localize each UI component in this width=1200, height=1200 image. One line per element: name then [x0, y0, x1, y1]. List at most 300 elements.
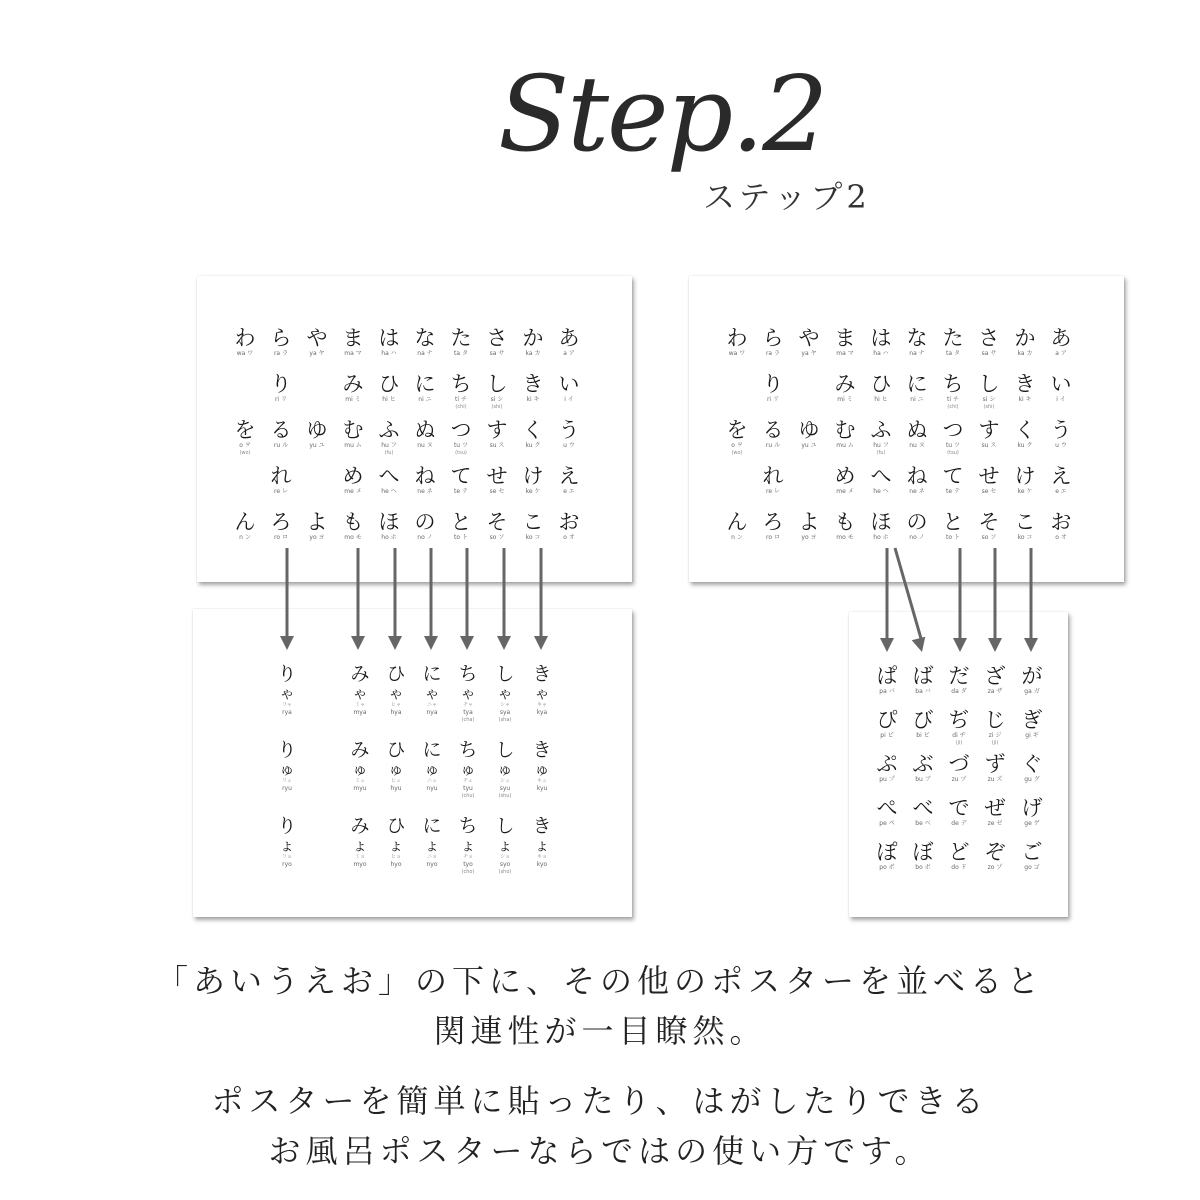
kana-cell: [441, 418, 481, 457]
kana-character: ち: [942, 372, 964, 396]
kana-character: げ: [1021, 796, 1043, 820]
kana-cell: [549, 326, 589, 358]
kana-character: ほ: [870, 510, 892, 534]
kana-cell: [369, 418, 409, 457]
kana-cell: [753, 372, 793, 404]
kana-romaji: be ベ: [915, 820, 931, 827]
kana-romaji: gu グ: [1024, 776, 1040, 783]
kana-character: ざ: [984, 664, 1006, 688]
kana-romaji: zu ズ: [987, 776, 1003, 783]
katakana-label: シャ: [500, 702, 510, 708]
kana-romaji: pe ペ: [879, 820, 895, 827]
kana-romaji: gi ギ: [1025, 732, 1039, 739]
kana-romaji: de デ: [951, 820, 967, 827]
kana-romaji: wa ワ: [236, 350, 254, 357]
kana-cell: [903, 752, 943, 784]
kana-character: ぽ: [876, 840, 898, 864]
kana-character: み: [834, 372, 856, 396]
kana-character: に: [906, 372, 928, 396]
kana-cell: [939, 664, 979, 696]
small-kana: ゅ: [534, 760, 550, 778]
kana-character: ぶ: [912, 752, 934, 776]
kana-cell: [1005, 372, 1045, 404]
kana-note: (chi): [947, 404, 959, 410]
kana-character: ぷ: [876, 752, 898, 776]
kana-character: え: [558, 464, 580, 488]
kana-cell: [933, 372, 973, 411]
kana-romaji: ri リ: [766, 396, 780, 403]
kana-romaji: myo: [353, 861, 367, 868]
kana-cell: [1005, 510, 1045, 542]
kana-character: し: [978, 372, 1000, 396]
kana-cell: [753, 418, 793, 450]
kana-cell: [789, 326, 829, 358]
kana-cell: [825, 372, 865, 404]
small-kana: ゃ: [460, 684, 476, 702]
kana-romaji: ru ル: [765, 442, 781, 449]
kana-cell: [405, 464, 445, 496]
kana-romaji: to ト: [454, 534, 468, 541]
kana-romaji: ko コ: [1017, 534, 1033, 541]
katakana-label: ニャ: [426, 702, 437, 708]
kana-cell: [897, 418, 937, 450]
yoon-cell: [340, 815, 380, 869]
kana-character: り: [762, 372, 784, 396]
kana-character: こ: [1014, 510, 1036, 534]
kana-note: (sho): [498, 869, 512, 875]
caption-line-1: 「あいうえお」の下に、その他のポスターを並べると: [155, 962, 1044, 1000]
kana-romaji: he ヘ: [381, 488, 397, 495]
kana-cell: [753, 510, 793, 542]
kana-romaji: zi ジ: [988, 732, 1002, 739]
kana-cell: [1005, 326, 1045, 358]
kana-romaji: ra ラ: [273, 350, 289, 357]
katakana-label: シュ: [500, 778, 510, 784]
kana-cell: [969, 510, 1009, 542]
kana-character: へ: [870, 464, 892, 488]
kana-character: わ: [234, 326, 256, 350]
kana-character: み: [350, 815, 370, 837]
kana-romaji: tyo: [463, 861, 473, 868]
kana-cell: [405, 418, 445, 450]
kana-romaji: ga ガ: [1024, 688, 1040, 695]
kana-character: む: [834, 418, 856, 442]
kana-character: お: [1050, 510, 1072, 534]
kana-cell: [549, 372, 589, 404]
kana-romaji: kya: [536, 709, 548, 716]
kana-romaji: pi ピ: [880, 732, 894, 739]
small-kana: ゅ: [460, 760, 476, 778]
kana-romaji: do ド: [951, 864, 967, 871]
kana-character: ち: [458, 815, 478, 837]
kana-romaji: bo ボ: [915, 864, 931, 871]
kana-romaji: re レ: [766, 488, 780, 495]
kana-note: (ji): [955, 740, 963, 746]
kana-character: ふ: [378, 418, 400, 442]
kana-cell: [1012, 796, 1052, 828]
kana-character: し: [495, 663, 515, 685]
kana-cell: [969, 464, 1009, 496]
small-kana: ゃ: [388, 684, 404, 702]
kana-note: (chu): [461, 793, 475, 799]
kana-romaji: o オ: [563, 534, 575, 541]
kana-cell: [261, 510, 301, 542]
kana-cell: [867, 840, 907, 872]
kana-character: い: [1050, 372, 1072, 396]
kana-character: て: [450, 464, 472, 488]
kana-romaji: hyu: [390, 785, 402, 792]
small-kana: ょ: [460, 836, 476, 854]
step-subtitle: ステップ2: [703, 178, 871, 216]
kana-romaji: mu ム: [344, 442, 362, 449]
kana-romaji: ku ク: [525, 442, 541, 449]
kana-character: と: [450, 510, 472, 534]
kana-romaji: a ア: [563, 350, 575, 357]
kana-romaji: ti チ: [455, 396, 467, 403]
kana-romaji: zo ゾ: [987, 864, 1003, 871]
kana-character: ご: [1021, 840, 1043, 864]
kana-character: や: [306, 326, 328, 350]
kana-cell: [825, 510, 865, 542]
gojuon-poster-right: [689, 276, 1124, 582]
kana-romaji: ma マ: [836, 350, 854, 357]
kana-cell: [1041, 510, 1081, 542]
kana-cell: [867, 752, 907, 784]
kana-cell: [969, 372, 1009, 411]
kana-romaji: ke ケ: [525, 488, 541, 495]
kana-cell: [789, 418, 829, 450]
kana-cell: [753, 326, 793, 358]
kana-cell: [975, 664, 1015, 696]
kana-note: (tsu): [455, 450, 467, 456]
kana-cell: [405, 326, 445, 358]
caption-line-4: お風呂ポスターならではの使い方です。: [268, 1132, 932, 1170]
dakuon-poster: [849, 612, 1068, 917]
kana-romaji: ryu: [282, 785, 292, 792]
kana-character: ろ: [762, 510, 784, 534]
kana-character: じ: [984, 708, 1006, 732]
kana-cell: [441, 510, 481, 542]
kana-cell: [225, 418, 265, 457]
kana-character: こ: [522, 510, 544, 534]
kana-cell: [867, 796, 907, 828]
kana-cell: [1041, 372, 1081, 404]
kana-character: せ: [978, 464, 1000, 488]
kana-romaji: e エ: [563, 488, 575, 495]
small-kana: ゅ: [424, 760, 440, 778]
kana-romaji: ta タ: [454, 350, 468, 357]
kana-character: の: [414, 510, 436, 534]
kana-character: お: [558, 510, 580, 534]
kana-cell: [261, 464, 301, 496]
yoon-cell: [448, 739, 488, 800]
kana-character: に: [414, 372, 436, 396]
kana-character: ぺ: [876, 796, 898, 820]
kana-character: う: [558, 418, 580, 442]
kana-character: は: [378, 326, 400, 350]
kana-note: (wo): [239, 450, 251, 456]
kana-character: ぱ: [876, 664, 898, 688]
kana-cell: [441, 464, 481, 496]
kana-character: る: [762, 418, 784, 442]
kana-character: よ: [798, 510, 820, 534]
kana-romaji: wa ワ: [728, 350, 746, 357]
kana-romaji: ge ゲ: [1024, 820, 1040, 827]
kana-romaji: ni ニ: [418, 396, 432, 403]
kana-romaji: yo ヨ: [801, 534, 817, 541]
kana-character: め: [342, 464, 364, 488]
yoon-cell: [485, 739, 525, 800]
kana-character: よ: [306, 510, 328, 534]
kana-romaji: ka カ: [525, 350, 541, 357]
kana-character: な: [414, 326, 436, 350]
kana-romaji: si シ: [490, 396, 504, 403]
kana-romaji: mu ム: [836, 442, 854, 449]
kana-romaji: bu ブ: [915, 776, 931, 783]
kana-romaji: ku ク: [1017, 442, 1033, 449]
kana-cell: [1012, 840, 1052, 872]
kana-character: に: [422, 663, 442, 685]
kana-romaji: to ト: [946, 534, 960, 541]
kana-note: (shu): [498, 793, 512, 799]
kana-note: (tsu): [947, 450, 959, 456]
kana-romaji: na ナ: [417, 350, 433, 357]
kana-romaji: ko コ: [525, 534, 541, 541]
kana-cell: [225, 510, 265, 542]
kana-character: ば: [912, 664, 934, 688]
kana-character: す: [978, 418, 1000, 442]
kana-cell: [975, 708, 1015, 747]
kana-cell: [933, 326, 973, 358]
kana-romaji: i イ: [1056, 396, 1066, 403]
yoon-cell: [267, 663, 307, 717]
kana-cell: [867, 664, 907, 696]
katakana-label: ヒュ: [390, 778, 401, 784]
kana-character: の: [906, 510, 928, 534]
kana-character: て: [942, 464, 964, 488]
yoon-cell: [376, 739, 416, 793]
kana-cell: [333, 326, 373, 358]
kana-romaji: a ア: [1055, 350, 1067, 357]
kana-romaji: na ナ: [909, 350, 925, 357]
katakana-label: リャ: [282, 702, 292, 708]
kana-character: れ: [762, 464, 784, 488]
katakana-label: ニョ: [426, 854, 437, 860]
kana-character: ぴ: [876, 708, 898, 732]
kana-character: ろ: [270, 510, 292, 534]
kana-cell: [1041, 326, 1081, 358]
kana-cell: [441, 372, 481, 411]
kana-cell: [969, 326, 1009, 358]
kana-character: ど: [948, 840, 970, 864]
yoon-cell: [448, 663, 488, 724]
kana-note: (sha): [498, 717, 512, 723]
kana-cell: [861, 418, 901, 457]
kana-romaji: re レ: [274, 488, 288, 495]
kana-character: し: [486, 372, 508, 396]
kana-character: か: [522, 326, 544, 350]
kana-romaji: no ノ: [909, 534, 925, 541]
kana-character: む: [342, 418, 364, 442]
kana-character: ぐ: [1021, 752, 1043, 776]
kana-character: え: [1050, 464, 1072, 488]
kana-romaji: te テ: [946, 488, 960, 495]
kana-character: わ: [726, 326, 748, 350]
kana-cell: [969, 418, 1009, 450]
step-script-title: Step.2: [498, 53, 827, 175]
kana-cell: [1012, 664, 1052, 696]
kana-character: ぢ: [948, 708, 970, 732]
katakana-label: ニュ: [426, 778, 437, 784]
small-kana: ょ: [388, 836, 404, 854]
kana-romaji: kyu: [536, 785, 548, 792]
kana-romaji: e エ: [1055, 488, 1067, 495]
katakana-label: ヒャ: [390, 702, 401, 708]
kana-romaji: ka カ: [1017, 350, 1033, 357]
kana-cell: [549, 464, 589, 496]
katakana-label: ミャ: [355, 702, 365, 708]
kana-romaji: ro ロ: [274, 534, 288, 541]
katakana-label: リョ: [282, 854, 292, 860]
kana-romaji: zu ヅ: [951, 776, 967, 783]
kana-character: ひ: [386, 663, 406, 685]
kana-character: け: [522, 464, 544, 488]
kana-romaji: hu フ: [381, 442, 397, 449]
kana-romaji: rya: [282, 709, 292, 716]
kana-character: ゆ: [306, 418, 328, 442]
kana-cell: [717, 418, 757, 457]
kana-cell: [903, 840, 943, 872]
kana-romaji: ta タ: [946, 350, 960, 357]
small-kana: ゃ: [352, 684, 368, 702]
kana-romaji: tu ツ: [453, 442, 469, 449]
kana-cell: [441, 326, 481, 358]
kana-romaji: te テ: [454, 488, 468, 495]
kana-character: な: [906, 326, 928, 350]
kana-romaji: hi ヒ: [874, 396, 888, 403]
kana-cell: [261, 372, 301, 404]
kana-cell: [975, 840, 1015, 872]
kana-note: (shi): [983, 404, 995, 410]
kana-romaji: sa サ: [981, 350, 997, 357]
kana-character: ゆ: [798, 418, 820, 442]
small-kana: ゃ: [424, 684, 440, 702]
kana-romaji: he ヘ: [873, 488, 889, 495]
kana-character: に: [422, 739, 442, 761]
kana-cell: [369, 326, 409, 358]
kana-romaji: syu: [499, 785, 511, 792]
yoon-cell: [412, 663, 452, 717]
kana-romaji: ho ホ: [381, 534, 397, 541]
kana-romaji: me メ: [836, 488, 854, 495]
kana-romaji: ke ケ: [1017, 488, 1033, 495]
kana-character: ぎ: [1021, 708, 1043, 732]
kana-romaji: ki キ: [1018, 396, 1032, 403]
kana-romaji: pu プ: [879, 776, 895, 783]
kana-romaji: bi ビ: [916, 732, 930, 739]
kana-romaji: sya: [499, 709, 511, 716]
kana-character: り: [277, 663, 297, 685]
kana-romaji: sa サ: [489, 350, 505, 357]
kana-cell: [861, 510, 901, 542]
kana-cell: [861, 326, 901, 358]
kana-romaji: nu ヌ: [909, 442, 925, 449]
kana-character: ら: [270, 326, 292, 350]
kana-cell: [405, 372, 445, 404]
kana-cell: [939, 796, 979, 828]
kana-character: き: [522, 372, 544, 396]
kana-romaji: ha ハ: [381, 350, 397, 357]
kana-character: る: [270, 418, 292, 442]
kana-character: き: [532, 739, 552, 761]
kana-note: (cho): [461, 869, 475, 875]
kana-romaji: syo: [499, 861, 511, 868]
kana-romaji: ze ゼ: [987, 820, 1003, 827]
kana-character: で: [948, 796, 970, 820]
kana-cell: [897, 464, 937, 496]
kana-character: た: [942, 326, 964, 350]
kana-character: ね: [906, 464, 928, 488]
kana-cell: [477, 418, 517, 450]
kana-character: ん: [234, 510, 256, 534]
kana-cell: [1005, 418, 1045, 450]
yoon-cell: [522, 739, 562, 793]
katakana-label: チョ: [463, 854, 473, 860]
kana-romaji: mo モ: [836, 534, 854, 541]
kana-cell: [753, 464, 793, 496]
kana-cell: [903, 708, 943, 740]
kana-character: も: [834, 510, 856, 534]
kana-romaji: se セ: [489, 488, 505, 495]
kana-character: ひ: [378, 372, 400, 396]
kana-character: ぞ: [984, 840, 1006, 864]
kana-romaji: tya: [463, 709, 473, 716]
kana-character: へ: [378, 464, 400, 488]
kana-note: (wo): [731, 450, 743, 456]
kana-character: そ: [486, 510, 508, 534]
kana-character: も: [342, 510, 364, 534]
kana-romaji: nu ヌ: [417, 442, 433, 449]
katakana-label: ミュ: [355, 778, 365, 784]
kana-romaji: su ス: [489, 442, 505, 449]
kana-cell: [513, 372, 553, 404]
yoon-cell: [340, 663, 380, 717]
small-kana: ょ: [352, 836, 368, 854]
kana-note: (cha): [461, 717, 475, 723]
yoon-cell: [267, 815, 307, 869]
kana-cell: [297, 510, 337, 542]
kana-character: き: [532, 663, 552, 685]
kana-cell: [369, 464, 409, 496]
kana-romaji: tyu: [463, 785, 473, 792]
kana-character: ち: [458, 663, 478, 685]
small-kana: ゃ: [497, 684, 513, 702]
kana-romaji: nya: [426, 709, 438, 716]
kana-romaji: ra ラ: [765, 350, 781, 357]
kana-cell: [1041, 464, 1081, 496]
kana-character: と: [942, 510, 964, 534]
kana-character: き: [1014, 372, 1036, 396]
kana-romaji: da ダ: [951, 688, 967, 695]
kana-character: く: [522, 418, 544, 442]
kana-cell: [933, 464, 973, 496]
kana-cell: [975, 752, 1015, 784]
kana-romaji: go ゴ: [1024, 864, 1040, 871]
yoon-cell: [412, 739, 452, 793]
kana-cell: [825, 418, 865, 450]
kana-romaji: su ス: [981, 442, 997, 449]
kana-cell: [297, 326, 337, 358]
